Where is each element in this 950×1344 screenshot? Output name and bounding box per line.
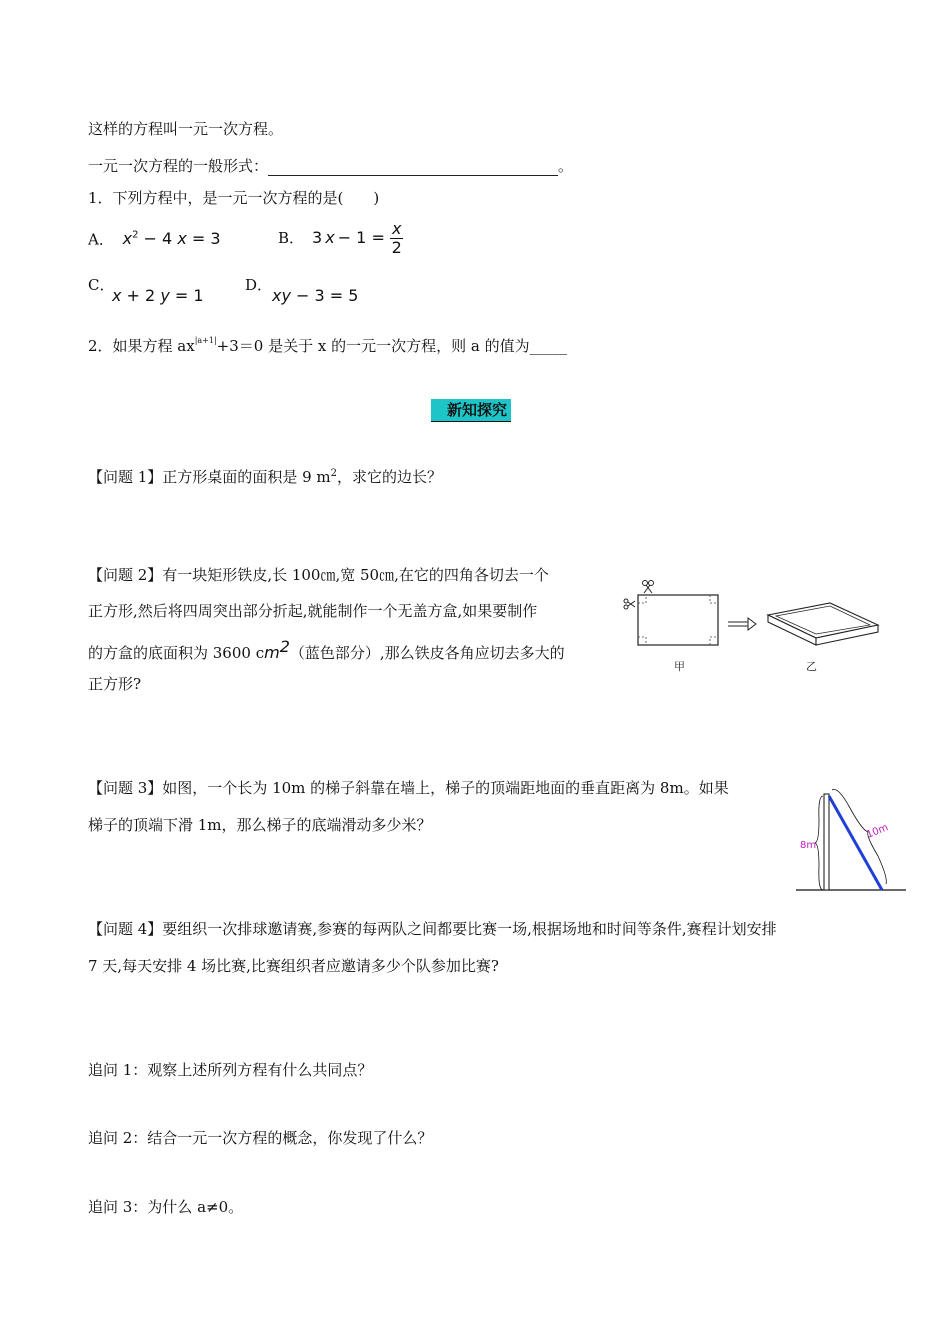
general-form-label: 一元一次方程的一般形式： <box>88 157 269 175</box>
answer-blank <box>268 157 558 176</box>
corner-marks <box>638 595 718 645</box>
wall <box>824 794 829 890</box>
problem-2-line-3: 的方盒的底面积为 3600 $cm^2$（蓝色部分）,那么铁皮各角应切去多大的 <box>88 637 565 662</box>
label-yi: 乙 <box>806 660 817 673</box>
box-figure <box>620 575 885 675</box>
label-jia: 甲 <box>674 660 685 673</box>
general-form-end: 。 <box>558 157 574 175</box>
option-a-equation: $x^2 - 4$ x = 3 <box>122 229 221 249</box>
problem-3-line-2: 梯子的顶端下滑 1m，那么梯子的底端滑动多少米？ <box>88 816 432 834</box>
problem-4-line-2: 7 天,每天安排 4 场比赛,比赛组织者应邀请多少个队参加比赛? <box>88 957 499 975</box>
brace-8m <box>815 796 823 890</box>
q2-line: 2．如果方程 $ax^{|a+1|}+3=0$ 是关于 x 的一元一次方程，则 a 的值为_____ <box>88 336 568 355</box>
option-b-equation: 3 x − 1 = $\frac{x}{2}$ <box>312 218 402 257</box>
option-a-label: A． <box>88 230 114 249</box>
section-title: 新知探究 <box>431 399 511 422</box>
intro-line: 这样的方程叫一元一次方程。 <box>88 120 284 138</box>
problem-2-line-1: 【问题 2】有一块矩形铁皮,长 100㎝,宽 50㎝,在它的四角各切去一个 <box>88 566 549 584</box>
problem-2-line-4: 正方形? <box>88 675 142 693</box>
followup-2: 追问 2：结合一元一次方程的概念，你发现了什么？ <box>88 1129 433 1147</box>
open-box <box>768 603 878 645</box>
option-b-label: B． <box>278 229 305 247</box>
followup-3: 追问 3：为什么 a≠0。 <box>88 1198 244 1216</box>
q1-option-a <box>88 226 221 249</box>
q1-option-d-equation: xy − 3 = 5 <box>272 286 359 305</box>
fraction: $\frac{x}{2}$ <box>391 218 402 257</box>
q1-stem: 1．下列方程中，是一元一次方程的是( ) <box>88 189 380 207</box>
arrow-icon <box>728 618 756 630</box>
q1-option-c-equation: x + 2 y = 1 <box>112 286 204 305</box>
q1-option-b <box>278 218 403 258</box>
ladder <box>829 796 882 890</box>
label-10m: 10m <box>865 822 890 841</box>
sheet-rectangle <box>638 595 718 645</box>
ladder-figure <box>790 780 910 898</box>
problem-4-line-1: 【问题 4】要组织一次排球邀请赛,参赛的每两队之间都要比赛一场,根据场地和时间等条件,赛程计划安排 <box>88 920 777 938</box>
problem-3-line-1: 【问题 3】如图，一个长为 10m 的梯子斜靠在墙上，梯子的顶端距地面的垂直距离为 8m。如果 <box>88 779 729 797</box>
problem-2-line-2: 正方形,然后将四周突出部分折起,就能制作一个无盖方盒,如果要制作 <box>88 602 538 620</box>
q1-option-d-label: D． <box>245 276 273 294</box>
q2-exponent: |a+1| <box>194 336 217 345</box>
followup-1: 追问 1：观察上述所列方程有什么共同点？ <box>88 1061 373 1079</box>
q1-option-c-label: C． <box>88 276 115 294</box>
problem-1: 【问题 1】正方形桌面的面积是 9 $m^2$，求它的边长？ <box>88 468 443 486</box>
label-8m: 8m <box>800 840 817 851</box>
general-form-line <box>88 156 573 176</box>
